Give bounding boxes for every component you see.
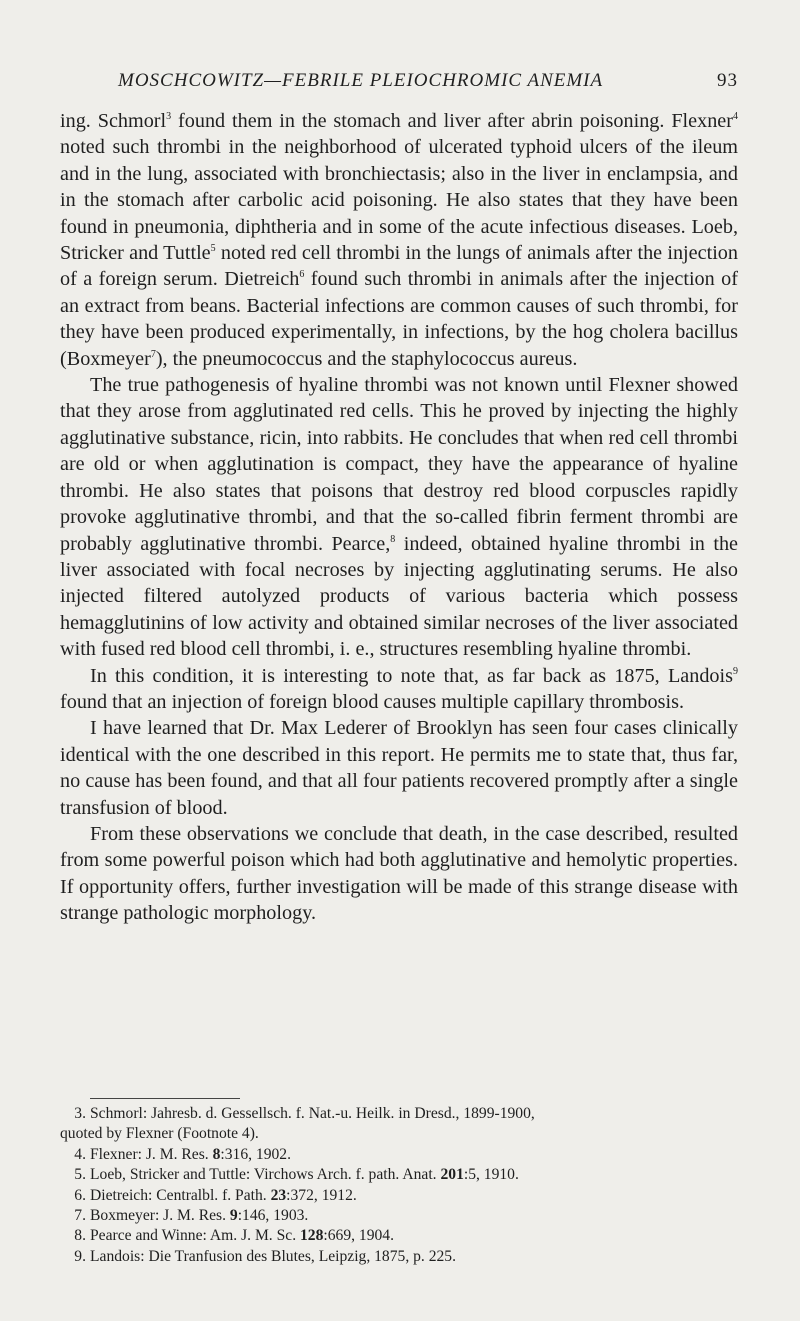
footnote-6 — [60, 1186, 738, 1206]
footnote-ref: 3 — [166, 111, 172, 122]
footnote-text: Landois: Die Tranfusion des Blutes, Leipzig, 1875, p. 225. — [90, 1247, 456, 1265]
footnote-text: :372, 1912. — [286, 1186, 357, 1204]
footnote-divider — [90, 1098, 240, 1099]
footnote-7 — [60, 1206, 738, 1226]
footnote-text: Schmorl: Jahresb. d. Gessellsch. f. Nat.-u. Heilk. in Dresd., 1899-1900, — [90, 1105, 535, 1122]
volume-number: 9 — [229, 1207, 238, 1225]
text-run: From these observations we conclude that death, in the case described, resulted from some powerful poison which had both agglutinative and hemolytic properties. If opportunity offers, further investigation will be made of this strange disease with strange pathologic morphology. — [60, 822, 738, 925]
paragraph-1 — [60, 108, 738, 372]
text-run: noted red cell thrombi in the lungs of animals after the injection of a foreign serum. Dietreich — [60, 242, 738, 291]
text-run: ), the pneumococcus and the staphylococcus aureus. — [155, 347, 578, 370]
footnote-5 — [60, 1165, 738, 1185]
volume-number: 201 — [440, 1166, 464, 1184]
footnote-3 — [60, 1104, 738, 1124]
running-head — [60, 70, 738, 96]
paragraph-3 — [60, 663, 738, 716]
footnote-4 — [60, 1145, 738, 1165]
footnote-number: 6. — [74, 1186, 86, 1204]
paragraph-2 — [60, 372, 738, 662]
footnote-ref: 8 — [390, 533, 396, 545]
page-number: 93 — [717, 70, 738, 91]
footnote-ref: 4 — [733, 111, 738, 122]
text-run: In this condition, it is interesting to note that, as far back as 1875, Landois — [90, 664, 733, 687]
body-text — [60, 108, 738, 927]
footnote-number: 4. — [74, 1145, 86, 1163]
volume-number: 23 — [270, 1186, 287, 1204]
footnote-3-continued: quoted by Flexner (Footnote 4). — [60, 1125, 259, 1143]
footnote-8 — [60, 1226, 738, 1246]
text-run: found such thrombi in animals after the injection of an extract from beans. Bacterial infections are common causes of such thrombi, for they have been produced experimentally, in infections, by the hog cholera bacillus (Boxmeyer — [60, 268, 739, 370]
text-run: The true pathogenesis of hyaline thrombi was not known until Flexner showed that they arose from agglutinated red cells. This he proved by injecting the highly agglutinative substance, ricin, into rabbits. He concludes that when red cell thrombi are old or when agglutination is compact, they have the appearance of hyaline thrombi. He also states that poisons that destroy red blood corpuscles rapidly provoke agglutinative thrombi, and that the so-called fibrin ferment thrombi are probably agglutinative thrombi. Pearce, — [60, 374, 738, 555]
footnote-number: 5. — [74, 1166, 86, 1184]
footnote-number: 9. — [74, 1247, 86, 1265]
volume-number: 8 — [212, 1145, 221, 1163]
volume-number: 128 — [300, 1227, 324, 1245]
text-run: noted such thrombi in the neighborhood of ulcerated typhoid ulcers of the ileum and in the lung, associated with bronchiectasis; also in the liver in enclampsia, and in the stomach after carbolic acid poisoning. He also states that they have been found in pneumonia, diphtheria and in some of the acute infectious diseases. Loeb, Stricker and Tuttle — [60, 136, 738, 265]
footnote-text: :316, 1902. — [220, 1145, 291, 1163]
footnote-number: 3. — [74, 1105, 86, 1122]
footnote-text: Pearce and Winne: Am. J. M. Sc. — [90, 1227, 300, 1245]
footnote-number: 8. — [74, 1227, 86, 1245]
footnote-9 — [60, 1247, 738, 1267]
footnote-text: Loeb, Stricker and Tuttle: Virchows Arch. f. path. Anat. — [90, 1166, 441, 1184]
footnote-ref: 9 — [733, 665, 738, 677]
running-title: MOSCHCOWITZ—FEBRILE PLEIOCHROMIC ANEMIA — [118, 70, 604, 91]
paragraph-5 — [60, 821, 738, 927]
text-run: indeed, obtained hyaline thrombi in the liver associated with focal necroses by injecting agglutinating serums. He also injected filtered autolyzed products of various bacteria which possess hemagglutinins of low activity and obtained similar necroses of the liver associated with fused red blood cell thrombi, i. e., structures resembling hyaline thrombi. — [60, 532, 738, 661]
footnote-number: 7. — [74, 1207, 86, 1225]
text-run: found them in the stomach and liver after abrin poisoning. Flexner — [171, 110, 733, 132]
footnote-text: :669, 1904. — [323, 1227, 394, 1245]
footnote-ref: 6 — [299, 269, 305, 281]
footnotes — [60, 1104, 738, 1267]
footnote-text: :146, 1903. — [237, 1207, 309, 1225]
footnote-text: Dietreich: Centralbl. f. Path. — [90, 1186, 271, 1204]
footnote-text: Flexner: J. M. Res. — [90, 1145, 213, 1163]
footnote-text: :5, 1910. — [463, 1166, 519, 1184]
text-run: found that an injection of foreign blood causes multiple capillary thrombosis. — [60, 690, 684, 713]
paragraph-4 — [60, 715, 738, 821]
text-run: I have learned that Dr. Max Lederer of Brooklyn has seen four cases clinically identical with the one described in this report. He permits me to state that, thus far, no cause has been found, and that all four patients recovered promptly after a single transfusion of blood. — [60, 717, 738, 819]
footnote-ref: 7 — [150, 348, 156, 360]
footnote-ref: 5 — [210, 243, 216, 255]
footnote-text: Boxmeyer: J. M. Res. — [90, 1207, 230, 1225]
text-run: ing. Schmorl — [60, 110, 167, 132]
